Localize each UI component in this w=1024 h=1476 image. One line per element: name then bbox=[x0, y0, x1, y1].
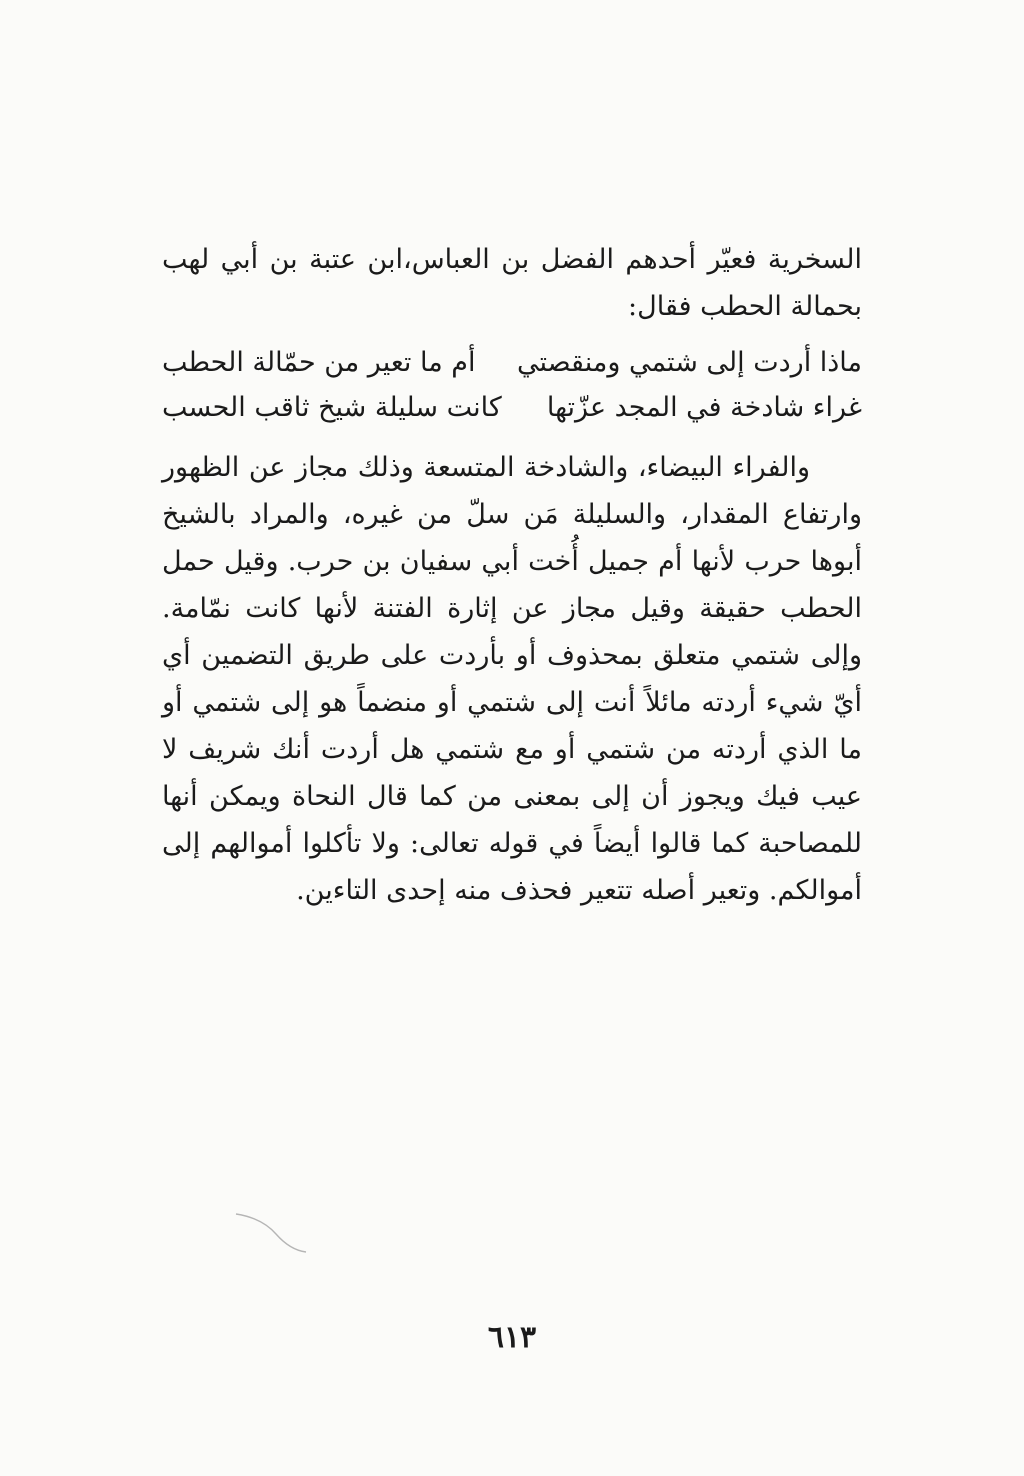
verse-second-hemistich: أم ما تعير من حمّالة الحطب bbox=[162, 347, 476, 378]
poem-verses bbox=[162, 340, 862, 430]
stray-pen-mark bbox=[232, 1208, 312, 1258]
verse-line bbox=[162, 340, 862, 385]
page-text bbox=[162, 236, 862, 914]
page-number: ٦١٣ bbox=[487, 1320, 537, 1355]
verse-first-hemistich: ماذا أردت إلى شتمي ومنقصتي bbox=[516, 347, 862, 378]
commentary-paragraph: والفراء البيضاء، والشادخة المتسعة وذلك مجاز عن الظهور وارتفاع المقدار، والسليلة مَن سلّ من غيره، والمراد بالشيخ أبوها حرب لأنها أم جميل أُخت أبي سفيان بن حرب. وقيل حمل الحطب حقيقة وقيل مجاز عن إثارة الفتنة لأنها كانت نمّامة. وإلى شتمي متعلق بمحذوف أو بأردت على طريق التضمين أي أيّ شيء أردته مائلاً أنت إلى شتمي أو منضماً هو إلى شتمي أو ما الذي أردته من شتمي أو مع شتمي هل أردت أنك شريف لا عيب فيك ويجوز أن إلى بمعنى من كما قال النحاة ويمكن أنها للمصاحبة كما قالوا أيضاً في قوله تعالى: ولا تأكلوا أموالهم إلى أموالكم. وتعير أصله تتعير فحذف منه إحدى التاءين. bbox=[162, 452, 862, 906]
intro-paragraph: السخرية فعيّر أحدهم الفضل بن العباس،ابن عتبة بن أبي لهب بحمالة الحطب فقال: bbox=[162, 244, 862, 322]
verse-line bbox=[162, 385, 862, 430]
verse-first-hemistich: غراء شادخة في المجد عزّتها bbox=[546, 392, 862, 423]
verse-second-hemistich: كانت سليلة شيخ ثاقب الحسب bbox=[162, 392, 502, 423]
